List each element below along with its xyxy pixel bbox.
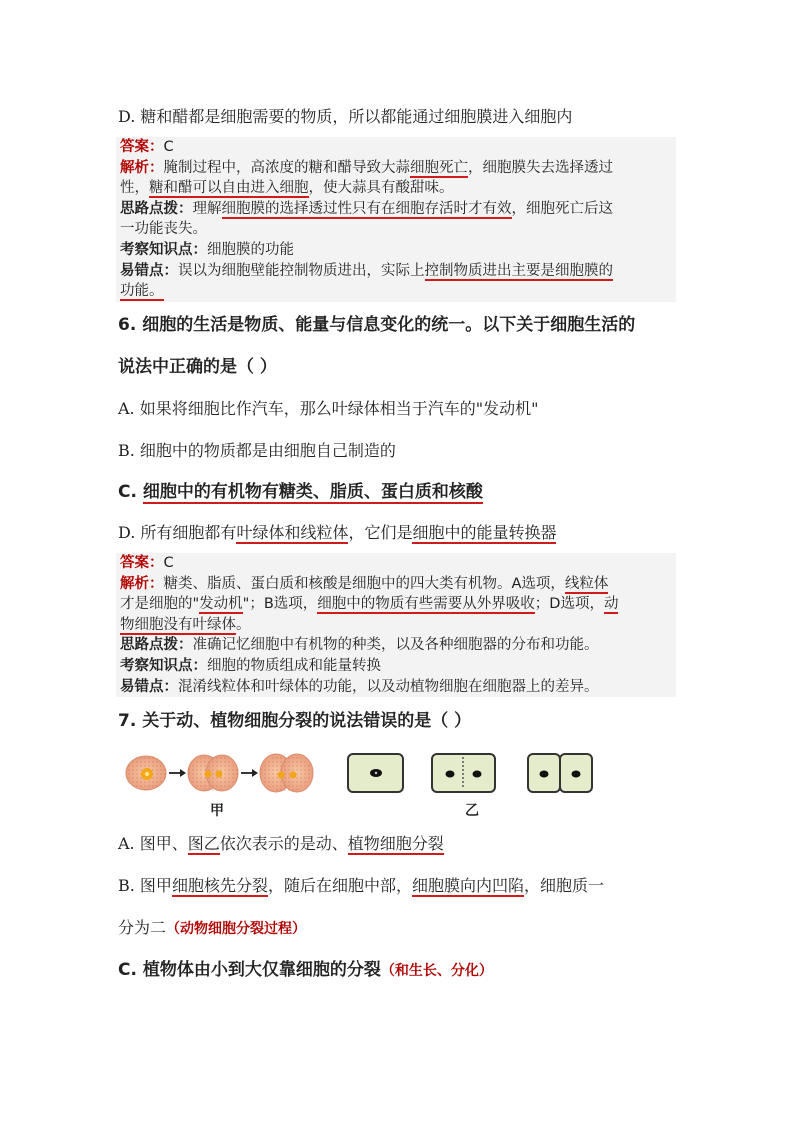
plant-cell-stage-1 [348,754,403,792]
underlined-text: 细胞膜的选择透过性只有在细胞存活时才有效 [221,200,512,217]
text: ，使大蒜具有酸甜味。 [308,180,454,197]
underlined-text: 控制物质进出主要是细胞膜的 [424,262,613,279]
text: ；D选项， [534,596,604,613]
pitfall-label: 易错点： [120,678,178,695]
q6-option-a: A. 如果将细胞比作汽车，那么叶绿体相当于汽车的"发动机" [118,399,539,418]
animal-cell-stage-3 [260,754,313,792]
answer-label: 答案： [120,555,164,571]
underlined-text: 细胞死亡 [410,159,468,176]
text: 才是细胞的" [120,596,200,613]
arrow-icon [241,769,258,777]
q7-option-b-line2 [118,918,306,939]
underlined-text: 植物细胞分裂 [347,834,444,853]
text: 。 [236,616,251,633]
underlined-text: 叶绿体和线粒体 [236,523,349,542]
answer-box-2 [116,553,676,697]
pitfall-row [116,677,676,698]
text: 糖类、脂质、蛋白质和核酸是细胞中的四大类有机物。A选项， [163,575,565,592]
answer-value: C [163,139,174,155]
text: ，细胞膜失去选择透过 [468,159,613,176]
option-d-prev: D. 糖和醋都是细胞需要的物质，所以都能通过细胞膜进入细胞内 [118,107,573,126]
text: 一功能丧失。 [120,221,207,238]
analysis-row-2 [116,594,676,615]
underlined-text: 细胞膜向内凹陷 [411,876,524,895]
animal-cell-stage-1 [126,756,166,790]
q7-option-c [118,960,493,981]
analysis-row [116,574,676,595]
arrow-icon [169,769,186,777]
text: 性， [120,180,149,197]
underlined-text: 细胞中的有机物有糖类、脂质、蛋白质和核酸 [142,482,483,502]
q7-option-a [118,834,444,854]
pitfall-row-2 [116,281,676,302]
annotation-note: （动物细胞分裂过程） [166,921,307,937]
underlined-text: 动 [603,596,619,613]
q6-option-b: B. 细胞中的物质都是由细胞自己制造的 [118,441,396,460]
text: 混淆线粒体和叶绿体的功能，以及动植物细胞在细胞器上的差异。 [178,678,599,695]
text: 分为二 [118,918,167,937]
answer-row [116,137,676,158]
text: ，随后在细胞中部， [267,876,412,895]
text: 细胞的物质组成和能量转换 [207,657,381,674]
text: D. 所有细胞都有 [118,523,237,542]
hint-label: 思路点拨： [120,637,193,654]
text: ，细胞死亡后这 [511,200,613,217]
underlined-text: 发动机 [199,596,243,613]
figure-label-yi: 乙 [465,803,479,819]
figure-label-jia: 甲 [210,803,224,819]
answer-row [116,553,676,574]
q6-option-d [118,523,556,543]
underlined-text: 细胞核先分裂 [171,876,268,895]
text: A. 图甲、 [118,834,188,853]
answer-label: 答案： [120,139,164,155]
option-prefix: C. [118,482,143,502]
pitfall-label: 易错点： [120,262,178,279]
text: 误以为细胞壁能控制物质进出，实际上 [178,262,425,279]
text: 腌制过程中，高浓度的糖和醋导致大蒜 [163,159,410,176]
text: 准确记忆细胞中有机物的种类，以及各种细胞器的分布和功能。 [192,637,599,654]
text: 依次表示的是动、 [219,834,348,853]
answer-box-1 [116,137,676,302]
text: 理解 [192,200,222,217]
knowledge-label: 考察知识点： [120,241,207,258]
text: B. 图甲 [118,876,172,895]
text: ，细胞质一 [523,876,604,895]
underlined-text: 图乙 [187,834,220,853]
plant-cell-stage-2 [432,754,495,792]
text: ，它们是 [348,523,413,542]
underlined-text: 线粒体 [564,575,609,592]
analysis-row-2 [116,178,676,199]
knowledge-label: 考察知识点： [120,657,207,674]
text: C. 植物体由小到大仅靠细胞的分裂 [118,960,381,980]
knowledge-row [116,656,676,677]
pitfall-row [116,261,676,282]
knowledge-row [116,240,676,261]
analysis-label: 解析： [120,575,164,592]
underlined-text: 细胞中的物质有些需要从外界吸收 [317,596,535,613]
hint-label: 思路点拨： [120,200,193,217]
answer-value: C [163,555,174,571]
underlined-text: 功能。 [120,283,164,300]
text: "；B选项， [242,596,318,613]
analysis-row-3 [116,615,676,636]
underlined-text: 糖和醋可以自由进入细胞 [149,180,309,197]
cell-division-figure [120,745,600,820]
animal-cell-stage-2 [188,755,238,791]
annotation-note: （和生长、分化） [380,963,493,979]
analysis-row [116,158,676,179]
q6-stem-line1: 6. 细胞的生活是物质、能量与信息变化的统一。以下关于细胞生活的 [118,315,636,335]
plant-cell-stage-3 [528,754,592,792]
hint-row [116,635,676,656]
analysis-label: 解析： [120,159,164,176]
hint-row [116,199,676,220]
underlined-text: 细胞中的能量转换器 [412,523,557,542]
q7-option-b [118,876,604,896]
q6-option-c [118,482,483,502]
q6-stem-line2: 说法中正确的是（ ） [118,357,277,377]
underlined-text: 物细胞没有叶绿体 [120,616,236,633]
text: 细胞膜的功能 [207,241,294,258]
hint-row-2 [116,219,676,240]
q7-stem: 7. 关于动、植物细胞分裂的说法错误的是（ ） [118,711,472,731]
